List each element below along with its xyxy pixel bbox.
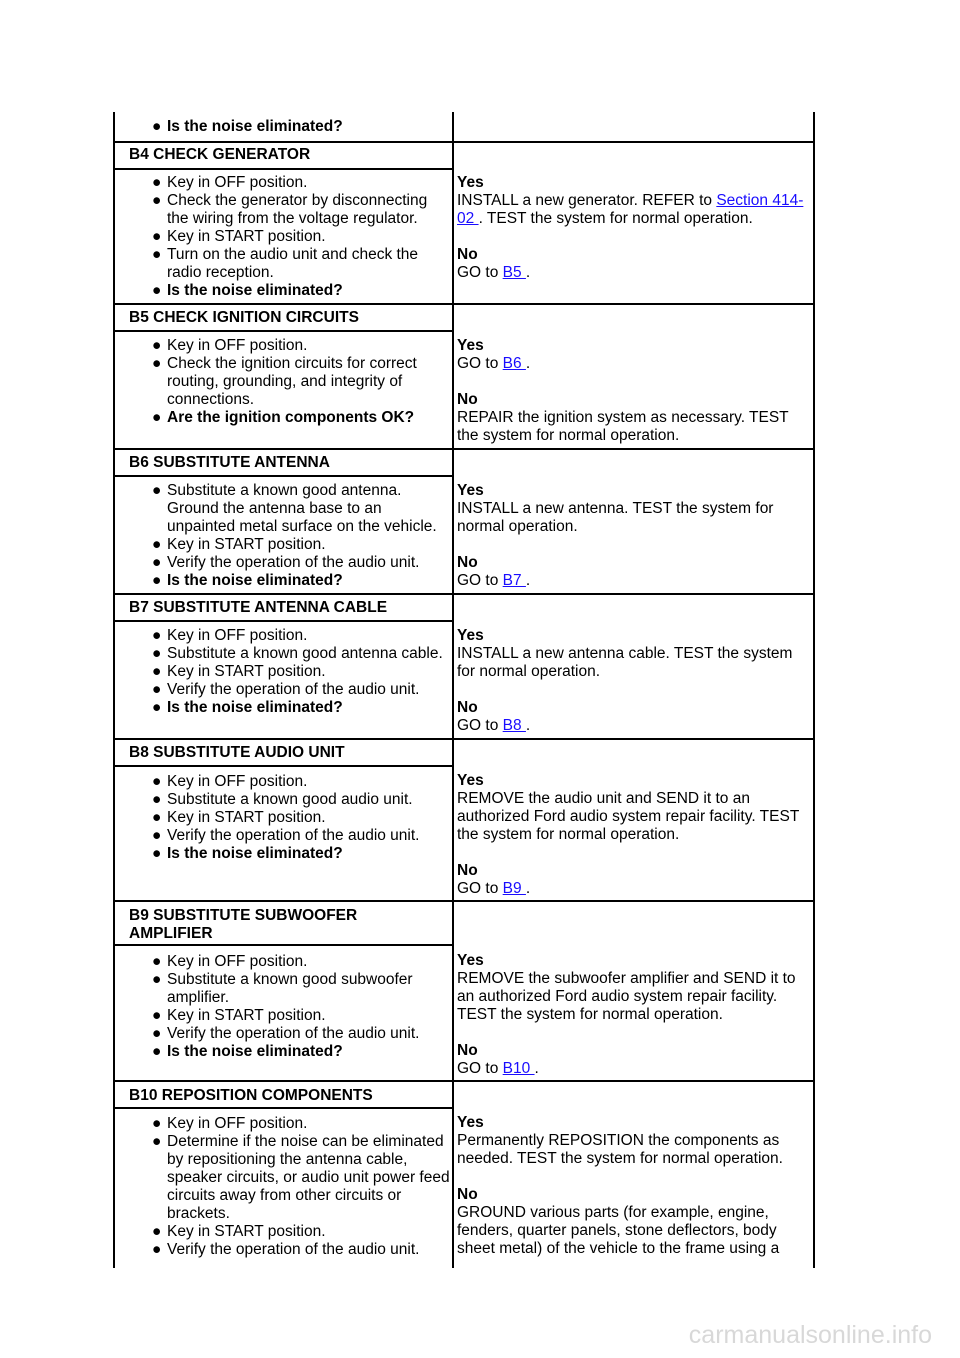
step-item: ● Key in START position. <box>152 809 326 826</box>
b5-link[interactable]: B5 <box>502 264 526 281</box>
b9-link[interactable]: B9 <box>502 880 526 897</box>
step-question: ● Is the noise eliminated? <box>152 118 343 135</box>
step-question: ● Is the noise eliminated? <box>152 282 343 299</box>
header-divider <box>113 1107 454 1109</box>
bullet-icon: ● <box>152 663 162 680</box>
no-label: No <box>457 862 478 879</box>
no-label: No <box>457 554 478 571</box>
step-b5-title: B5 CHECK IGNITION CIRCUITS <box>129 309 359 326</box>
yes-label: Yes <box>457 772 484 789</box>
yes-action: REMOVE the audio unit and SEND it to an authorized Ford audio system repair facility. TEST the system for normal operation. <box>457 790 800 843</box>
no-action: GO to B8 . <box>457 717 531 734</box>
bullet-icon: ● <box>152 699 162 716</box>
row-divider <box>113 448 815 450</box>
step-question: ● Is the noise eliminated? <box>152 572 343 589</box>
no-action: GO to B10 . <box>457 1060 539 1077</box>
yes-action: Permanently REPOSITION the components as needed. TEST the system for normal operation. <box>457 1132 783 1167</box>
yes-label: Yes <box>457 627 484 644</box>
bullet-icon: ● <box>152 809 162 826</box>
bullet-icon: ● <box>152 337 162 354</box>
bullet-icon: ● <box>152 1115 162 1132</box>
yes-label: Yes <box>457 952 484 969</box>
bullet-icon: ● <box>152 1241 162 1258</box>
section-414-02-link[interactable]: Section 414-02 <box>457 192 804 227</box>
step-item: ● Key in OFF position. <box>152 773 308 790</box>
step-b8-actions <box>116 773 452 863</box>
step-item: ● Key in OFF position. <box>152 627 308 644</box>
bullet-icon: ● <box>152 1133 162 1150</box>
bullet-icon: ● <box>152 827 162 844</box>
bullet-icon: ● <box>152 1043 162 1060</box>
step-item: ● Key in START position. <box>152 663 326 680</box>
no-label: No <box>457 1042 478 1059</box>
b6-link[interactable]: B6 <box>502 355 526 372</box>
bullet-icon: ● <box>152 355 162 372</box>
step-b7-result <box>457 627 813 735</box>
step-question: ● Are the ignition components OK? <box>152 409 415 426</box>
b10-link[interactable]: B10 <box>502 1060 535 1077</box>
step-item: ● Check the ignition circuits for correct routing, grounding, and integrity of connections. <box>152 355 417 408</box>
bullet-icon: ● <box>152 282 162 299</box>
header-divider <box>113 620 454 622</box>
step-item: ● Key in OFF position. <box>152 337 308 354</box>
bullet-icon: ● <box>152 118 162 135</box>
yes-label: Yes <box>457 337 484 354</box>
step-item: ● Key in OFF position. <box>152 174 308 191</box>
row-divider <box>113 593 815 595</box>
step-b5-actions <box>116 337 452 427</box>
step-b5-result <box>457 337 813 445</box>
yes-label: Yes <box>457 482 484 499</box>
step-b6-title: B6 SUBSTITUTE ANTENNA <box>129 454 330 471</box>
step-b8-result <box>457 772 813 898</box>
step-b4-actions <box>116 174 452 300</box>
step-b4-result <box>457 174 813 282</box>
yes-action: INSTALL a new antenna cable. TEST the system for normal operation. <box>457 645 793 680</box>
bullet-icon: ● <box>152 409 162 426</box>
table-border-left <box>113 112 115 1268</box>
no-action: GO to B7 . <box>457 572 531 589</box>
step-item: ● Key in START position. <box>152 536 326 553</box>
yes-label: Yes <box>457 1114 484 1131</box>
row-divider <box>113 141 815 143</box>
step-b4-title: B4 CHECK GENERATOR <box>129 146 311 163</box>
b7-link[interactable]: B7 <box>502 572 526 589</box>
step-b9-title: B9 SUBSTITUTE SUBWOOFER AMPLIFIER <box>129 907 358 942</box>
step-item: ● Verify the operation of the audio unit. <box>152 681 420 698</box>
top-steps <box>116 118 452 136</box>
bullet-icon: ● <box>152 554 162 571</box>
bullet-icon: ● <box>152 1025 162 1042</box>
step-item: ● Substitute a known good antenna cable. <box>152 645 443 662</box>
bullet-icon: ● <box>152 1223 162 1240</box>
step-b10-title: B10 REPOSITION COMPONENTS <box>129 1087 373 1104</box>
yes-action: GO to B6 . <box>457 355 531 372</box>
header-divider <box>113 475 454 477</box>
step-b7-title: B7 SUBSTITUTE ANTENNA CABLE <box>129 599 388 616</box>
bullet-icon: ● <box>152 174 162 191</box>
step-item: ● Key in START position. <box>152 1007 326 1024</box>
no-label: No <box>457 246 478 263</box>
step-item: ● Check the generator by disconnecting the wiring from the voltage regulator. <box>152 192 428 227</box>
yes-action: INSTALL a new antenna. TEST the system for normal operation. <box>457 500 774 535</box>
bullet-icon: ● <box>152 681 162 698</box>
no-action: GROUND various parts (for example, engine, fenders, quarter panels, stone deflectors, body sheet metal) of the vehicle to the frame using a <box>457 1204 780 1257</box>
no-label: No <box>457 391 478 408</box>
step-item: ● Key in OFF position. <box>152 953 308 970</box>
bullet-icon: ● <box>152 536 162 553</box>
bullet-icon: ● <box>152 572 162 589</box>
step-question: ● Is the noise eliminated? <box>152 1043 343 1060</box>
watermark: carmanualsonline.info <box>688 1321 932 1349</box>
step-b9-actions <box>116 953 452 1061</box>
bullet-icon: ● <box>152 627 162 644</box>
step-item: ● Key in START position. <box>152 228 326 245</box>
step-item: ● Key in START position. <box>152 1223 326 1240</box>
step-b10-actions <box>116 1115 452 1259</box>
bullet-icon: ● <box>152 192 162 209</box>
header-divider <box>113 765 454 767</box>
yes-action: INSTALL a new generator. REFER to Section 414-02 . TEST the system for normal operation. <box>457 192 804 227</box>
step-question: ● Is the noise eliminated? <box>152 845 343 862</box>
table-column-divider <box>452 112 454 1268</box>
table-border-right <box>813 112 815 1268</box>
bullet-icon: ● <box>152 791 162 808</box>
no-action: GO to B9 . <box>457 880 531 897</box>
yes-label: Yes <box>457 174 484 191</box>
bullet-icon: ● <box>152 1007 162 1024</box>
step-question: ● Is the noise eliminated? <box>152 699 343 716</box>
bullet-icon: ● <box>152 246 162 263</box>
step-item: ● Substitute a known good subwoofer amplifier. <box>152 971 413 1006</box>
yes-action: REMOVE the subwoofer amplifier and SEND it to an authorized Ford audio system repair facility. TEST the system for normal operation. <box>457 970 796 1023</box>
bullet-icon: ● <box>152 482 162 499</box>
step-b8-title: B8 SUBSTITUTE AUDIO UNIT <box>129 744 345 761</box>
no-action: REPAIR the ignition system as necessary. TEST the system for normal operation. <box>457 409 789 444</box>
step-item: ● Turn on the audio unit and check the radio reception. <box>152 246 419 281</box>
step-item: ● Verify the operation of the audio unit. <box>152 1241 420 1258</box>
step-item: ● Verify the operation of the audio unit. <box>152 554 420 571</box>
step-b6-result <box>457 482 813 590</box>
bullet-icon: ● <box>152 645 162 662</box>
row-divider <box>113 303 815 305</box>
row-divider <box>113 900 815 902</box>
step-b6-actions <box>116 482 452 590</box>
no-action: GO to B5 . <box>457 264 531 281</box>
step-item: ● Key in OFF position. <box>152 1115 308 1132</box>
b8-link[interactable]: B8 <box>502 717 526 734</box>
header-divider <box>113 944 454 946</box>
no-label: No <box>457 699 478 716</box>
bullet-icon: ● <box>152 773 162 790</box>
step-item: ● Determine if the noise can be eliminated by repositioning the antenna cable, speaker circuits, or audio unit power feed circuits away from other circuits or brackets. <box>152 1133 450 1222</box>
step-item: ● Verify the operation of the audio unit. <box>152 1025 420 1042</box>
bullet-icon: ● <box>152 953 162 970</box>
row-divider <box>113 1080 815 1082</box>
header-divider <box>113 168 454 170</box>
step-b9-result <box>457 952 813 1078</box>
step-b10-result <box>457 1114 813 1258</box>
step-item: ● Substitute a known good antenna. Ground the antenna base to an unpainted metal surface on the vehicle. <box>152 482 437 535</box>
step-item: ● Substitute a known good audio unit. <box>152 791 413 808</box>
bullet-icon: ● <box>152 845 162 862</box>
bullet-icon: ● <box>152 971 162 988</box>
no-label: No <box>457 1186 478 1203</box>
step-item: ● Verify the operation of the audio unit. <box>152 827 420 844</box>
bullet-icon: ● <box>152 228 162 245</box>
header-divider <box>113 330 454 332</box>
row-divider <box>113 738 815 740</box>
step-b7-actions <box>116 627 452 717</box>
